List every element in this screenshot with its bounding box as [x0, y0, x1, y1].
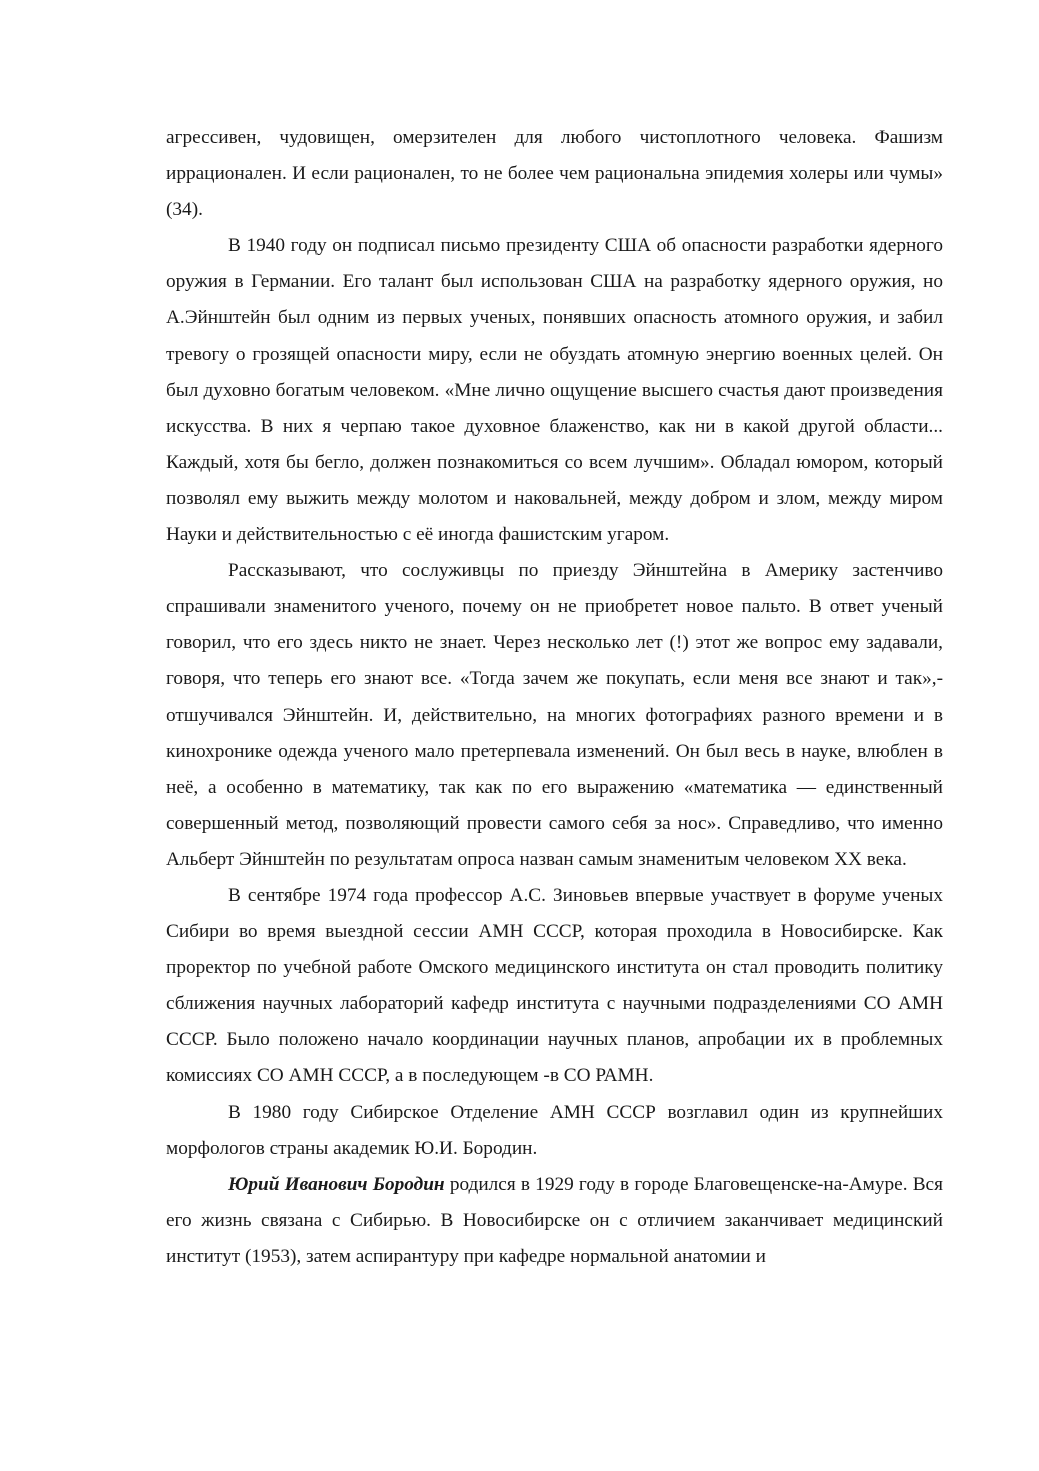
paragraph-fascism-quote	[166, 120, 943, 228]
paragraph-text: В сентябре 1974 года профессор А.С. Зиновьев впервые участвует в форуме ученых Сибири во время выездной сессии АМН СССР, которая проходила в Новосибирске. Как проректор по учебной работе Омского медицинского института он стал проводить политику сближения научных лабораторий кафедр института с научными подразделениями СО АМН СССР. Было положено начало координации научных планов, апробации их в проблемных комиссиях СО АМН СССР, а в последующем -в СО РАМН.	[166, 884, 943, 1087]
person-name-lead: Юрий Иванович Бородин	[228, 1173, 445, 1195]
paragraph-borodin-biography	[166, 1167, 943, 1275]
paragraph-text: агрессивен, чудовищен, омерзителен для любого чистоплотного человека. Фашизм иррационален. И если рационален, то не более чем рациональна эпидемия холеры или чумы» (34).	[166, 127, 943, 221]
paragraph-text: родился в 1929 году в городе Благовещенске-на-Амуре. Вся его жизнь связана с Сибирью. В Новосибирске он с отличием заканчивает медицинский институт (1953), затем аспирантуру при кафедре нормальной анатомии и	[166, 1173, 943, 1267]
document-page	[166, 120, 943, 1275]
paragraph-nuclear-letter	[166, 228, 943, 553]
paragraph-1974-forum	[166, 878, 943, 1095]
paragraph-1980-borodin	[166, 1095, 943, 1167]
paragraph-text: В 1980 году Сибирское Отделение АМН СССР возглавил один из крупнейших морфологов страны академик Ю.И. Бородин.	[166, 1101, 943, 1159]
paragraph-text: Рассказывают, что сослуживцы по приезду Эйнштейна в Америку застенчиво спрашивали знаменитого ученого, почему он не приобретет новое пальто. В ответ ученый говорил, что его здесь никто не знает. Через несколько лет (!) этот же вопрос ему задавали, говоря, что теперь его знают все. «Тогда зачем же покупать, если меня все знают и так»,- отшучивался Эйнштейн. И, действительно, на многих фотографиях разного времени и в кинохронике одежда ученого мало претерпевала изменений. Он был весь в науке, влюблен в неё, а особенно в математику, так как по его выражению «математика — единственный совершенный метод, позволяющий провести самого себя за нос». Справедливо, что именно Альберт Эйнштейн по результатам опроса назван самым знаменитым человеком XX века.	[166, 560, 943, 870]
paragraph-coat-anecdote	[166, 553, 943, 878]
paragraph-text: В 1940 году он подписал письмо президенту США об опасности разработки ядерного оружия в Германии. Его талант был использован США на разработку ядерного оружия, но А.Эйнштейн был одним из первых ученых, понявших опасность атомного оружия, и забил тревогу о грозящей опасности миру, если не обуздать атомную энергию военных целей. Он был духовно богатым человеком. «Мне лично ощущение высшего счастья дают произведения искусства. В них я черпаю такое духовное блаженство, как ни в какой другой области... Каждый, хотя бы бегло, должен познакомиться со всем лучшим». Обладал юмором, который позволял ему выжить между молотом и наковальней, между добром и злом, между миром Науки и действительностью с её иногда фашистским угаром.	[166, 235, 943, 546]
